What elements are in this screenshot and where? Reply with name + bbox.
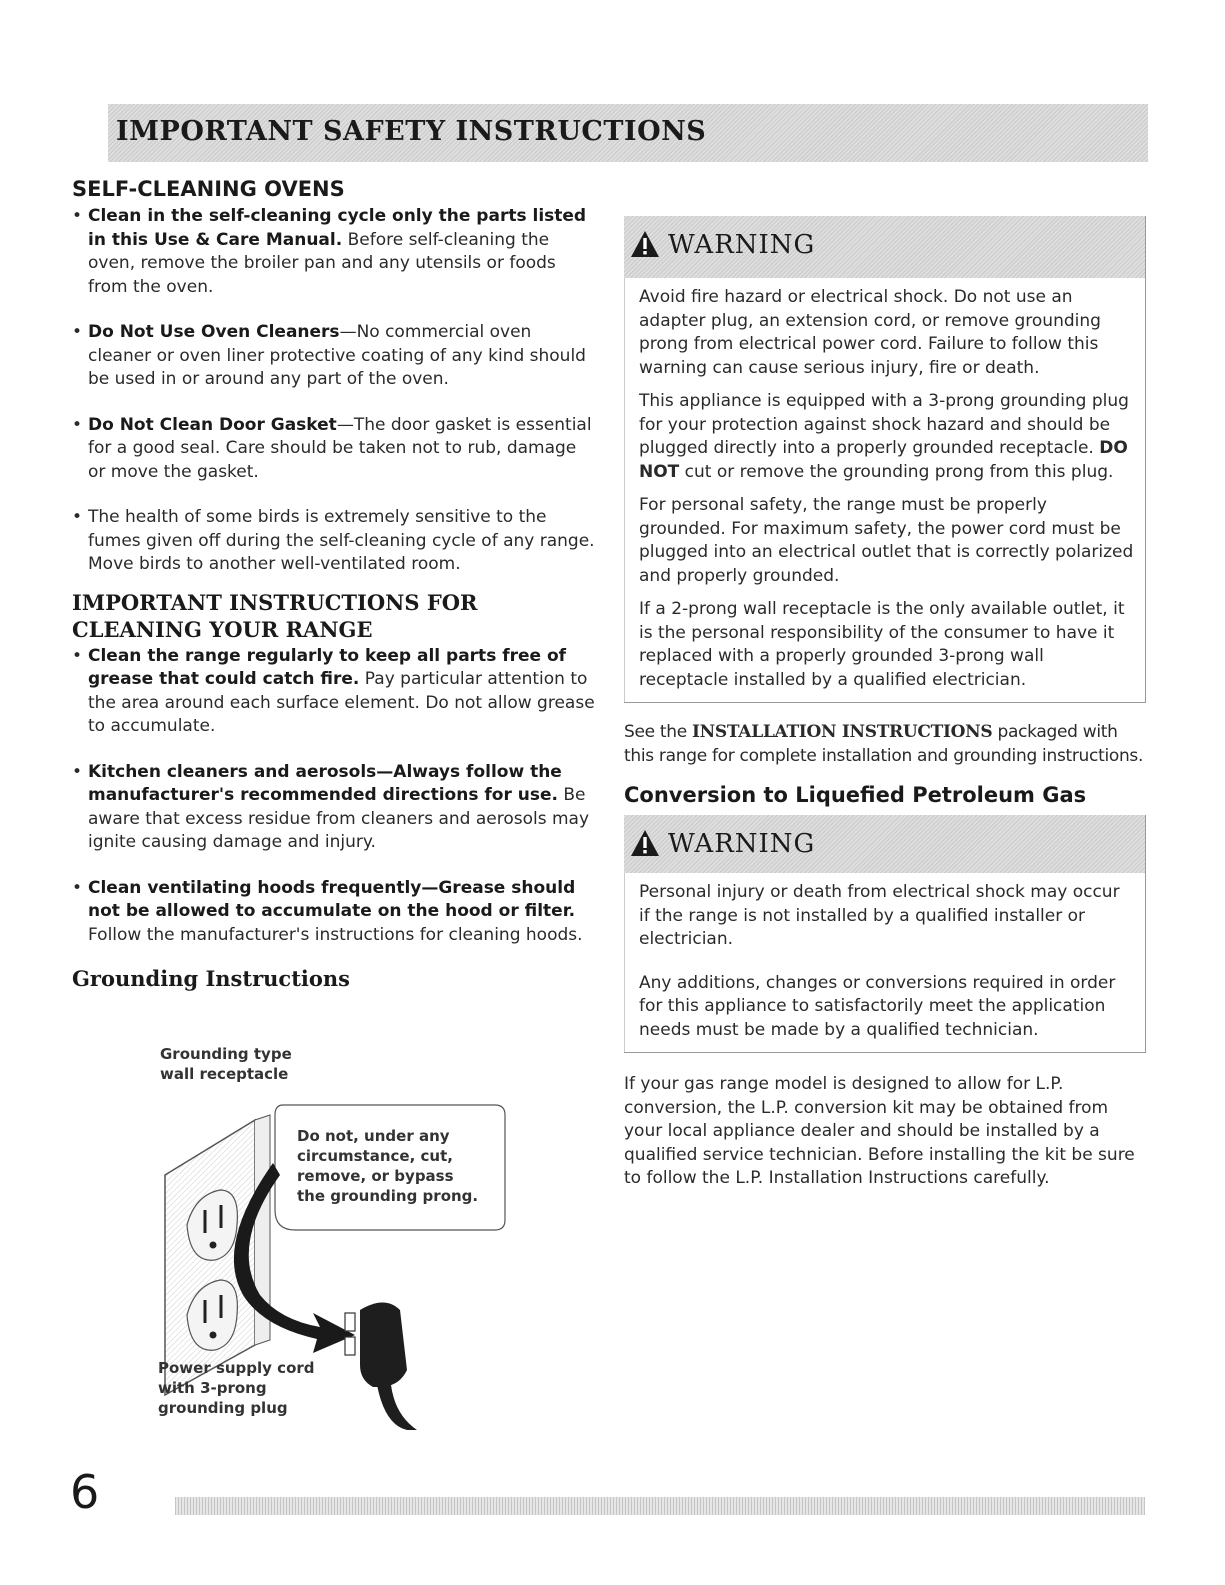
list-item: [72, 877, 597, 948]
item-text: Be aware that excess residue from cleaners and aerosols may ignite causing damage and injury.: [88, 785, 590, 852]
warning-paragraph: If a 2-prong wall receptacle is the only available outlet, it is the personal responsibility of the consumer to have it replaced with a properly grounded 3-prong wall receptacle installed by a qualified electrician.: [639, 599, 1125, 690]
callout-line: Do not, under any: [297, 1127, 450, 1145]
list-item: [72, 761, 597, 855]
warning-title: WARNING: [668, 829, 816, 859]
page-number: 6: [70, 1465, 100, 1519]
receptacle-label-line: Grounding type: [160, 1045, 292, 1063]
item-bold: Kitchen cleaners and aerosols—Always follow the manufacturer's recommended directions for use.: [88, 761, 562, 805]
receptacle-label: [160, 1044, 292, 1084]
item-text: —The door gasket is essential for a good seal. Care should be taken not to rub, damage or move the gasket.: [88, 414, 592, 482]
text-run: See the: [624, 722, 693, 742]
receptacle-label-line: wall receptacle: [160, 1065, 289, 1083]
warning-header: [624, 815, 1145, 873]
warning-callout: [297, 1126, 478, 1206]
item-text: The health of some birds is extremely sensitive to the fumes given off during the self-cleaning cycle of any range. Move birds to another well-ventilated room.: [88, 507, 595, 574]
list-item: [72, 645, 597, 739]
item-bold: Clean ventilating hoods frequently—Grease should not be allowed to accumulate on the hood or filter.: [88, 877, 576, 921]
installation-note: [624, 721, 1146, 768]
warning-header: [624, 216, 1145, 278]
cleaning-range-heading: IMPORTANT INSTRUCTIONS FOR CLEANING YOUR RANGE: [72, 589, 478, 642]
page-title: IMPORTANT SAFETY INSTRUCTIONS: [116, 116, 707, 147]
warning-title: WARNING: [668, 230, 816, 260]
callout-line: the grounding prong.: [297, 1187, 479, 1205]
item-text: —No commercial oven cleaner or oven liner protective coating of any kind should be used in or around any part of the oven.: [88, 322, 586, 389]
warning-body: [624, 873, 1145, 1052]
item-bold: Clean the range regularly to keep all parts free of grease that could catch fire.: [88, 645, 567, 689]
warning-box-lp: [624, 815, 1146, 1053]
cord-label: [158, 1358, 315, 1418]
item-bold: Do Not Use Oven Cleaners: [88, 322, 340, 342]
item-bold: Clean in the self-cleaning cycle only the parts listed in this Use & Care Manual.: [88, 206, 587, 250]
text-run-bold: DO NOT: [639, 438, 1128, 482]
cord-label-line: grounding plug: [158, 1399, 288, 1417]
item-bold: Do Not Clean Door Gasket: [88, 414, 337, 435]
cord-label-line: with 3-prong: [158, 1379, 267, 1397]
warning-body: [624, 278, 1145, 702]
right-column: [624, 216, 1146, 1191]
left-column: [72, 176, 597, 992]
lp-conversion-heading: Conversion to Liquefied Petroleum Gas: [624, 783, 1087, 807]
grounding-diagram: [145, 1040, 545, 1430]
warning-paragraph: [639, 390, 1135, 484]
warning-paragraph: For personal safety, the range must be properly grounded. For maximum safety, the power cord must be plugged into an electrical outlet that is correctly polarized and properly grounded.: [639, 495, 1134, 586]
list-item: [72, 506, 597, 577]
text-run-bold: INSTALLATION INSTRUCTIONS: [692, 722, 993, 742]
item-text: Pay particular attention to the area around each surface element. Do not allow grease to accumulate.: [88, 669, 595, 736]
item-text: Before self-cleaning the oven, remove the broiler pan and any utensils or foods from the oven.: [88, 229, 556, 297]
item-text: Follow the manufacturer's instructions for cleaning hoods.: [88, 924, 583, 945]
list-item: [72, 321, 597, 392]
warning-paragraph: Any additions, changes or conversions required in order for this appliance to satisfactorily meet the application needs must be made by a qualified technician.: [639, 972, 1116, 1040]
callout-line: remove, or bypass: [297, 1167, 454, 1185]
lp-conversion-body: If your gas range model is designed to allow for L.P. conversion, the L.P. conversion kit may be obtained from your local appliance dealer and should be installed by a qualified service technician. Before installing the kit be sure to follow the L.P. Installation Instructions carefully.: [624, 1074, 1135, 1188]
list-item: [72, 414, 597, 485]
cord-label-line: Power supply cord: [158, 1359, 315, 1377]
warning-triangle-icon: [630, 829, 660, 857]
grounding-heading: Grounding Instructions: [72, 966, 350, 991]
self-cleaning-heading: SELF-CLEANING OVENS: [72, 177, 345, 201]
warning-triangle-icon: [630, 230, 660, 258]
text-run: This appliance is equipped with a 3-prong grounding plug for your protection against shock hazard and should be plugged directly into a properly grounded receptacle.: [639, 391, 1129, 458]
warning-paragraph: Personal injury or death from electrical shock may occur if the range is not installed by a qualified installer or electrician.: [639, 882, 1120, 949]
warning-paragraph: Avoid fire hazard or electrical shock. Do not use an adapter plug, an extension cord, or remove grounding prong from electrical power cord. Failure to follow this warning can cause serious injury, fire or death.: [639, 287, 1101, 378]
page-banner: [108, 104, 1148, 162]
callout-line: circumstance, cut,: [297, 1147, 453, 1165]
footer-bar: [175, 1497, 1145, 1515]
list-item: [72, 205, 597, 299]
warning-box-grounding: [624, 216, 1146, 703]
text-run: packaged with this range for complete installation and grounding instructions.: [624, 722, 1144, 766]
text-run: cut or remove the grounding prong from this plug.: [679, 461, 1114, 482]
